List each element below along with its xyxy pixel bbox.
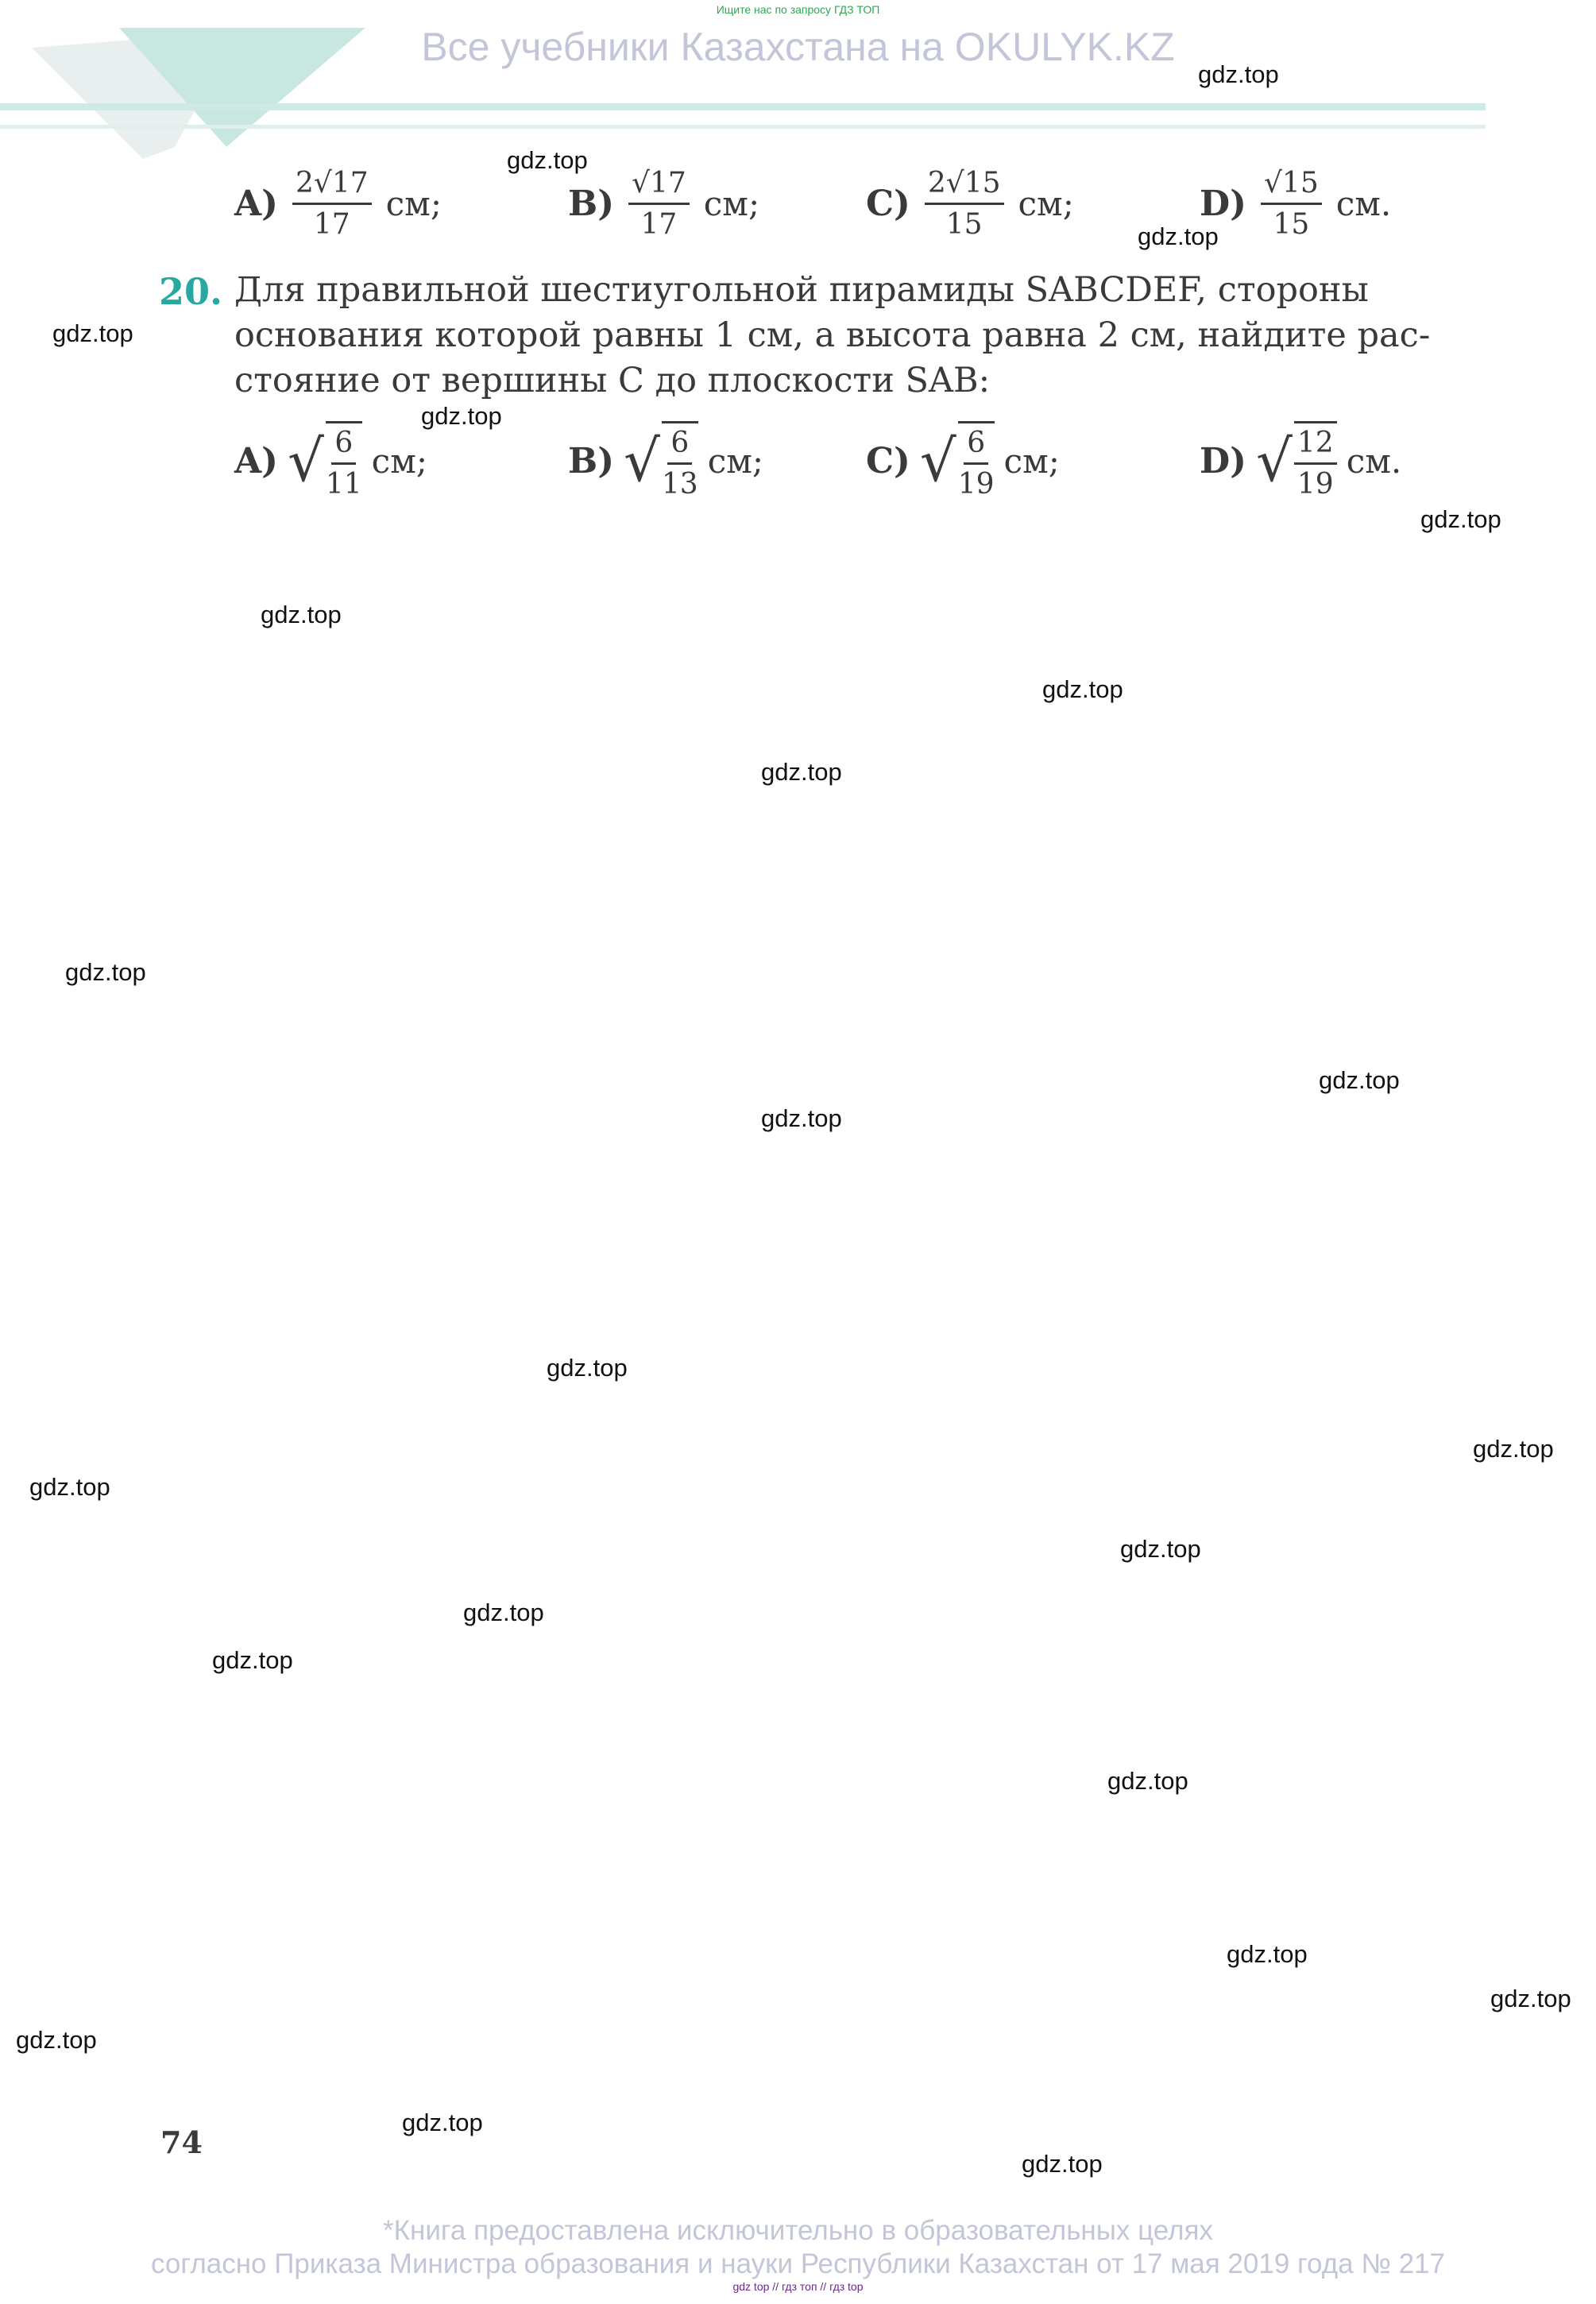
- denominator: 17: [313, 208, 350, 241]
- numerator: 2√17: [292, 167, 372, 205]
- numerator: 2√15: [925, 167, 1004, 205]
- option-label: A): [234, 184, 278, 224]
- search-hint: Ищите нас по запросу ГДЗ ТОП: [716, 3, 880, 16]
- unit: см;: [1003, 441, 1060, 481]
- watermark: gdz.top: [1490, 1985, 1571, 2012]
- watermark: gdz.top: [29, 1473, 110, 1501]
- option-label: C): [866, 184, 910, 224]
- watermark: gdz.top: [1120, 1535, 1201, 1563]
- watermark: gdz.top: [1227, 1940, 1308, 1968]
- fraction: [292, 167, 372, 241]
- watermark: gdz.top: [1473, 1435, 1554, 1463]
- option-label: C): [866, 440, 910, 481]
- fraction: [1261, 167, 1322, 241]
- problem19-option-d: [1200, 167, 1391, 241]
- footer-links[interactable]: gdz top // гдз топ // гдз top: [732, 2280, 864, 2293]
- watermark: gdz.top: [761, 1104, 842, 1132]
- problem20-option-c: [866, 421, 1060, 501]
- fraction: [326, 421, 362, 501]
- unit: см;: [371, 441, 428, 481]
- fraction: [662, 421, 698, 501]
- watermark: gdz.top: [1319, 1066, 1400, 1094]
- watermark: gdz.top: [1107, 1767, 1188, 1795]
- watermark: gdz.top: [261, 601, 342, 628]
- fraction: [628, 167, 690, 241]
- numerator: 6: [331, 427, 356, 465]
- watermark: gdz.top: [761, 758, 842, 786]
- watermark: gdz.top: [547, 1354, 628, 1382]
- unit: см;: [385, 184, 442, 223]
- unit: см;: [1018, 184, 1074, 223]
- denominator: 11: [325, 468, 362, 501]
- problem-number: 20.: [159, 270, 223, 313]
- denominator: 19: [957, 468, 995, 501]
- watermark: gdz.top: [1042, 675, 1123, 703]
- watermark: gdz.top: [52, 319, 133, 347]
- denominator: 15: [1273, 208, 1310, 241]
- option-label: B): [568, 440, 615, 481]
- problem20-option-b: [568, 421, 763, 501]
- problem-text-line: Для правильной шестиугольной пирамиды SABCDEF, стороны: [234, 270, 1369, 310]
- numerator: 6: [667, 427, 692, 465]
- fraction: [1294, 421, 1337, 501]
- site-banner[interactable]: Все учебники Казахстана на OKULYK.KZ: [421, 25, 1175, 69]
- watermark: gdz.top: [1198, 60, 1279, 88]
- option-label: D): [1200, 440, 1246, 481]
- square-root-sign: √: [287, 427, 324, 494]
- problem19-option-c: [866, 167, 1074, 241]
- unit: см;: [707, 441, 764, 481]
- option-label: A): [234, 440, 278, 481]
- unit: см;: [703, 184, 760, 223]
- denominator: 17: [640, 208, 678, 241]
- watermark: gdz.top: [65, 958, 146, 986]
- option-label: D): [1200, 184, 1246, 224]
- watermark: gdz.top: [421, 402, 502, 430]
- watermark: gdz.top: [1138, 222, 1219, 250]
- watermark: gdz.top: [463, 1598, 544, 1626]
- watermark: gdz.top: [212, 1646, 293, 1674]
- square-root-sign: √: [919, 427, 956, 494]
- square-root-sign: √: [1255, 427, 1293, 494]
- fraction: [958, 421, 995, 501]
- page-number: 74: [160, 2124, 203, 2160]
- watermark: gdz.top: [402, 2109, 483, 2136]
- option-label: B): [568, 184, 615, 224]
- numerator: √17: [628, 167, 690, 205]
- numerator: 6: [964, 427, 988, 465]
- problem19-option-a: [234, 167, 442, 241]
- footer-order-reference: согласно Приказа Министра образования и науки Республики Казахстан от 17 мая 2019 года № 217: [150, 2248, 1445, 2279]
- problem-text-line: стояние от вершины C до плоскости SAB:: [234, 361, 991, 400]
- problem19-option-b: [568, 167, 759, 241]
- denominator: 15: [945, 208, 983, 241]
- problem20-option-d: [1200, 421, 1401, 501]
- problem-text-line: основания которой равны 1 см, а высота равна 2 см, найдите рас-: [234, 315, 1431, 355]
- problem20-option-a: [234, 421, 427, 501]
- unit: см.: [1335, 184, 1392, 223]
- fraction: [925, 167, 1004, 241]
- square-root-sign: √: [624, 427, 660, 494]
- unit: см.: [1346, 441, 1402, 481]
- denominator: 19: [1297, 468, 1334, 501]
- watermark: gdz.top: [1022, 2150, 1103, 2178]
- footer-disclaimer: *Книга предоставлена исключительно в образовательных целях: [383, 2215, 1213, 2246]
- denominator: 13: [661, 468, 698, 501]
- watermark: gdz.top: [1420, 505, 1501, 533]
- watermark: gdz.top: [507, 146, 588, 174]
- watermark: gdz.top: [16, 2026, 97, 2054]
- numerator: 12: [1294, 427, 1337, 465]
- numerator: √15: [1261, 167, 1322, 205]
